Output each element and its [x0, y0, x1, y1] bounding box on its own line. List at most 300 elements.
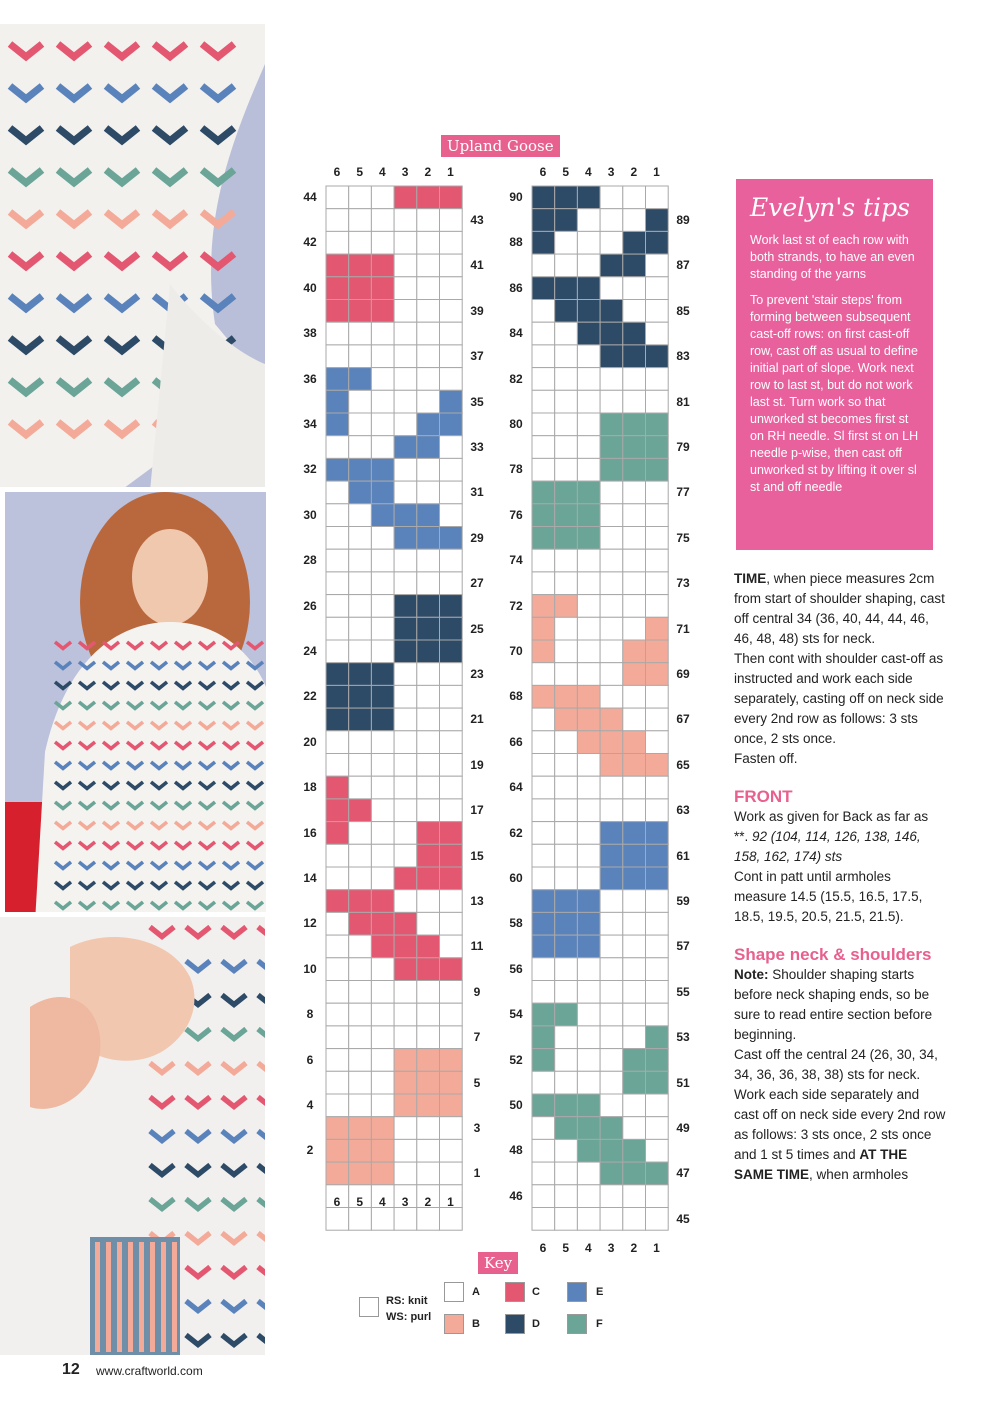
chart-cell: [646, 436, 669, 459]
chart-cell: [349, 981, 372, 1004]
website-url: www.craftworld.com: [96, 1364, 203, 1378]
chart-cell: [600, 1117, 623, 1140]
chart-cell: [326, 209, 349, 232]
chart-cell: [440, 481, 463, 504]
chart-cell: [349, 1026, 372, 1049]
chart-cell: [577, 799, 600, 822]
instruction-note-bold: Note:: [734, 967, 769, 982]
chart-cell: [577, 708, 600, 731]
chart-cell: [394, 231, 417, 254]
chart-cell: [555, 1049, 578, 1072]
chart-cell: [417, 1003, 440, 1026]
chart-col-label: 3: [607, 165, 615, 179]
chart-cell: [623, 867, 646, 890]
chart-row-label: 66: [509, 734, 523, 749]
chart-cell: [371, 368, 394, 391]
chart-cell: [532, 640, 555, 663]
chart-cell: [394, 436, 417, 459]
chart-row-label: 57: [676, 939, 690, 954]
chart-cell: [623, 1094, 646, 1117]
chart-cell: [555, 640, 578, 663]
chart-cell: [326, 322, 349, 345]
chart-cell: [394, 754, 417, 777]
chart-cell: [623, 890, 646, 913]
chart-cell: [394, 708, 417, 731]
key-letter-d: D: [532, 1318, 540, 1330]
chart-cell: [600, 481, 623, 504]
chart-col-label: 3: [401, 165, 409, 179]
chart-cell: [394, 981, 417, 1004]
chart-cell: [623, 958, 646, 981]
chart-cell: [371, 981, 394, 1004]
chart-cell: [532, 549, 555, 572]
chart-row-label: 77: [676, 485, 690, 500]
chart-cell: [623, 368, 646, 391]
chart-row-label: 50: [509, 1098, 523, 1112]
chart-row-label: 73: [676, 576, 690, 591]
chart-cell: [646, 413, 669, 436]
chart-cell: [600, 186, 623, 209]
chart-cell: [326, 617, 349, 640]
chart-cell: [440, 1071, 463, 1094]
chart-cell: [577, 345, 600, 368]
chart-cell: [394, 1162, 417, 1185]
instruction-note-rest: Shoulder shaping starts before neck shaping ends, so be sure to read entire section before beginning.: [734, 967, 933, 1042]
chart-cell: [646, 731, 669, 754]
chart-cell: [577, 322, 600, 345]
chart-cell: [440, 595, 463, 618]
chart-cell: [646, 209, 669, 232]
chart-cell: [646, 481, 669, 504]
chart-cell: [646, 527, 669, 550]
chart-cell: [394, 413, 417, 436]
chart-row-label: 47: [676, 1166, 690, 1181]
chart-col-label: 6: [333, 165, 341, 179]
chart-cell: [555, 345, 578, 368]
chart-row-label: 22: [303, 689, 317, 704]
chart-cell: [349, 685, 372, 708]
chart-cell: [623, 1139, 646, 1162]
chart-cell: [555, 595, 578, 618]
chart-row-label: 74: [509, 553, 523, 568]
chart-cell: [371, 912, 394, 935]
chart-cell: [440, 300, 463, 323]
chart-cell: [532, 731, 555, 754]
chart-cell: [532, 595, 555, 618]
chart-cell: [600, 390, 623, 413]
chart-cell: [555, 390, 578, 413]
chart-cell: [646, 663, 669, 686]
chart-cell: [600, 527, 623, 550]
key-swatch-e: [567, 1282, 587, 1302]
chart-cell: [371, 844, 394, 867]
chart-cell: [532, 504, 555, 527]
chart-cell: [623, 754, 646, 777]
chart-col-label: 5: [356, 1195, 364, 1209]
chart-cell: [371, 209, 394, 232]
chart-cell: [555, 981, 578, 1004]
key-swatch-d: [505, 1314, 525, 1334]
chart-cell: [371, 1162, 394, 1185]
chart-row-label: 23: [470, 667, 484, 681]
chart-row-label: 58: [509, 916, 523, 931]
chart-cell: [646, 640, 669, 663]
chart-cell: [577, 935, 600, 958]
chart-cell: [326, 912, 349, 935]
chart-cell: [646, 231, 669, 254]
key-letter-a: A: [472, 1286, 480, 1298]
chart-row-label: 89: [676, 213, 690, 227]
chart-cell: [555, 1026, 578, 1049]
chart-cell: [417, 640, 440, 663]
chart-row-label: 79: [676, 440, 690, 454]
chart-cell: [600, 776, 623, 799]
chart-cell: [646, 458, 669, 481]
chart-cell: [623, 300, 646, 323]
chart-cell: [577, 867, 600, 890]
chart-cell: [394, 1026, 417, 1049]
chart-cell: [577, 390, 600, 413]
chart-cell: [326, 436, 349, 459]
chart-cell: [417, 390, 440, 413]
chart-cell: [371, 754, 394, 777]
chart-cell: [326, 1094, 349, 1117]
chart-cell: [600, 617, 623, 640]
chart-cell: [623, 527, 646, 550]
chart-cell: [577, 822, 600, 845]
chart-cell: [555, 277, 578, 300]
chart-cell: [555, 1117, 578, 1140]
chart-row-label: 44: [303, 190, 317, 204]
instruction-cast-off: Cast off the central 24 (26, 30, 34, 34, 36, 36, 38, 38) sts for neck.: [734, 1047, 938, 1082]
chart-cell: [623, 1071, 646, 1094]
chart-cell: [417, 617, 440, 640]
chart-cell: [532, 958, 555, 981]
chart-cell: [326, 345, 349, 368]
chart-cell: [532, 708, 555, 731]
chart-cell: [555, 912, 578, 935]
chart-cell: [623, 799, 646, 822]
chart-cell: [532, 663, 555, 686]
chart-row-label: 88: [509, 235, 523, 250]
chart-cell: [417, 322, 440, 345]
chart-row-label: 85: [676, 303, 690, 318]
chart-col-label: 4: [379, 165, 386, 179]
chart-cell: [417, 663, 440, 686]
chart-row-label: 30: [303, 507, 317, 522]
chart-cell: [532, 754, 555, 777]
chart-cell: [417, 981, 440, 1004]
chart-cell: [326, 300, 349, 323]
chart-cell: [440, 458, 463, 481]
chart-cell: [555, 322, 578, 345]
chart-row-label: 19: [470, 757, 484, 772]
chart-cell: [349, 912, 372, 935]
chart-row-label: 43: [470, 213, 484, 227]
chart-cell: [532, 186, 555, 209]
chart-cell: [555, 413, 578, 436]
chart-row-label: 53: [676, 1030, 690, 1045]
chart-cell: [394, 186, 417, 209]
chart-cell: [646, 1094, 669, 1117]
chart-cell: [577, 663, 600, 686]
chart-cell: [532, 231, 555, 254]
chart-cell: [326, 754, 349, 777]
chart-row-label: 68: [509, 689, 523, 704]
chart-cell: [577, 527, 600, 550]
chart-cell: [440, 867, 463, 890]
chart-cell: [440, 822, 463, 845]
chart-cell: [555, 368, 578, 391]
chart-cell: [440, 1117, 463, 1140]
chart-cell: [440, 209, 463, 232]
chart-cell: [646, 186, 669, 209]
chart-cell: [600, 413, 623, 436]
chart-cell: [326, 1208, 349, 1231]
chart-row-label: 16: [303, 825, 317, 840]
chart-row-label: 52: [509, 1052, 523, 1067]
chart-row-label: 21: [470, 712, 484, 727]
chart-cell: [417, 436, 440, 459]
chart-cell: [417, 186, 440, 209]
chart-cell: [600, 1049, 623, 1072]
chart-cell: [600, 436, 623, 459]
chart-cell: [371, 617, 394, 640]
chart-cell: [532, 890, 555, 913]
chart-cell: [371, 822, 394, 845]
instruction-cont: Then cont with shoulder cast-off as instructed and work each side separately, casting off on neck side every 2nd row as follows: 3 sts once, 2 sts once.: [734, 651, 944, 746]
key-letter-c: C: [532, 1286, 540, 1298]
chart-cell: [600, 1162, 623, 1185]
chart-cell: [555, 504, 578, 527]
chart-row-label: 7: [473, 1030, 481, 1045]
chart-cell: [555, 1208, 578, 1231]
chart-cell: [394, 277, 417, 300]
chart-cell: [623, 595, 646, 618]
chart-cell: [349, 413, 372, 436]
chart-cell: [371, 731, 394, 754]
chart-cell: [371, 549, 394, 572]
chart-cell: [394, 209, 417, 232]
chart-cell: [440, 504, 463, 527]
chart-cell: [600, 300, 623, 323]
chart-cell: [349, 209, 372, 232]
chart-cell: [646, 300, 669, 323]
chart-cell: [532, 912, 555, 935]
chart-cell: [371, 413, 394, 436]
instruction-each-side-b: , when armholes: [809, 1167, 909, 1182]
chart-cell: [326, 368, 349, 391]
chart-cell: [440, 935, 463, 958]
chart-cell: [394, 1071, 417, 1094]
chart-cell: [577, 481, 600, 504]
chart-cell: [600, 822, 623, 845]
key-title: Key: [478, 1252, 518, 1274]
chart-cell: [394, 731, 417, 754]
chart-cell: [555, 1071, 578, 1094]
chart-cell: [349, 754, 372, 777]
chart-cell: [555, 685, 578, 708]
chart-cell: [600, 504, 623, 527]
chart-cell: [532, 458, 555, 481]
chart-cell: [623, 436, 646, 459]
chart-cell: [623, 1117, 646, 1140]
chart-cell: [371, 254, 394, 277]
chart-cell: [326, 1139, 349, 1162]
chart-col-label: 5: [356, 165, 364, 179]
chart-cell: [394, 867, 417, 890]
chart-cell: [349, 458, 372, 481]
chart-cell: [623, 663, 646, 686]
chart-cell: [326, 731, 349, 754]
chart-cell: [555, 527, 578, 550]
instruction-time: [734, 569, 946, 649]
chart-cell: [394, 1117, 417, 1140]
chart-cell: [326, 413, 349, 436]
chart-cell: [417, 1117, 440, 1140]
chart-cell: [440, 1208, 463, 1231]
chart-row-label: 42: [303, 235, 317, 250]
chart-cell: [440, 436, 463, 459]
chart-cell: [646, 935, 669, 958]
chart-cell: [555, 1185, 578, 1208]
instruction-front-sts: 92 (104, 114, 126, 138, 146, 158, 162, 174) sts: [734, 829, 921, 864]
chart-cell: [555, 867, 578, 890]
chart-cell: [326, 685, 349, 708]
chart-cell: [440, 1094, 463, 1117]
chart-col-label: 4: [379, 1195, 386, 1209]
chart-cell: [555, 549, 578, 572]
chart-row-label: 9: [473, 984, 481, 999]
chart-cell: [646, 1162, 669, 1185]
chart-cell: [371, 1003, 394, 1026]
chart-row-label: 59: [676, 894, 690, 908]
chart-cell: [623, 277, 646, 300]
chart-cell: [417, 1139, 440, 1162]
chart-row-label: 32: [303, 462, 317, 477]
chart-cell: [646, 776, 669, 799]
chart-cell: [349, 549, 372, 572]
chart-cell: [577, 1003, 600, 1026]
chart-cell: [623, 822, 646, 845]
chart-cell: [326, 981, 349, 1004]
chart-cell: [417, 1162, 440, 1185]
chart-cell: [394, 1049, 417, 1072]
chart-cell: [326, 254, 349, 277]
chart-row-label: 12: [303, 916, 317, 931]
chart-cell: [623, 413, 646, 436]
chart-cell: [577, 209, 600, 232]
chart-row-label: 65: [676, 757, 690, 772]
chart-cell: [371, 390, 394, 413]
chart-cell: [600, 799, 623, 822]
chart-cell: [349, 867, 372, 890]
chart-cell: [577, 277, 600, 300]
chart-cell: [600, 1071, 623, 1094]
chart-row-label: 8: [306, 1007, 314, 1022]
chart-cell: [600, 345, 623, 368]
chart-col-label: 1: [653, 1241, 660, 1255]
chart-cell: [371, 186, 394, 209]
chart-cell: [646, 890, 669, 913]
chart-cell: [326, 231, 349, 254]
chart-cell: [623, 481, 646, 504]
chart-cell: [371, 595, 394, 618]
chart-cell: [532, 685, 555, 708]
instruction-time-bold: TIME: [734, 571, 767, 586]
chart-cell: [600, 209, 623, 232]
chart-cell: [600, 912, 623, 935]
chart-cell: [600, 731, 623, 754]
chart-cell: [532, 368, 555, 391]
chart-cell: [577, 572, 600, 595]
chart-cell: [646, 1139, 669, 1162]
chart-row-label: 83: [676, 349, 690, 364]
chart-cell: [623, 912, 646, 935]
chart-cell: [646, 685, 669, 708]
chart-cell: [623, 345, 646, 368]
chart-col-label: 4: [585, 165, 592, 179]
chart-cell: [371, 231, 394, 254]
chart-cell: [577, 436, 600, 459]
chart-cell: [623, 572, 646, 595]
chart-row-label: 26: [303, 598, 317, 613]
chart-cell: [349, 186, 372, 209]
chart-cell: [600, 1026, 623, 1049]
chart-col-label: 5: [562, 1241, 570, 1255]
chart-cell: [646, 1185, 669, 1208]
chart-row-label: 2: [306, 1143, 314, 1158]
chart-cell: [577, 231, 600, 254]
chart-cell: [326, 663, 349, 686]
tips-title: Evelyn's tips: [750, 193, 910, 222]
chart-cell: [577, 504, 600, 527]
chart-cell: [646, 504, 669, 527]
chart-cell: [440, 1026, 463, 1049]
chart-cell: [600, 685, 623, 708]
chart-cell: [371, 685, 394, 708]
chart-cell: [577, 776, 600, 799]
chart-cell: [577, 254, 600, 277]
chart-cell: [646, 277, 669, 300]
chart-cell: [532, 981, 555, 1004]
key-rs-label: RS: knit: [386, 1295, 428, 1307]
chart-cell: [623, 1026, 646, 1049]
chart-cell: [555, 1139, 578, 1162]
chart-cell: [417, 912, 440, 935]
chart-cell: [394, 640, 417, 663]
chart-cell: [417, 413, 440, 436]
chart-cell: [394, 254, 417, 277]
chart-cell: [623, 504, 646, 527]
chart-row-label: 78: [509, 462, 523, 477]
chart-cell: [577, 1139, 600, 1162]
chart-cell: [600, 958, 623, 981]
chart-cell: [417, 345, 440, 368]
left-chart-grid: [326, 186, 462, 1230]
chart-row-label: 15: [470, 848, 484, 863]
chart-cell: [577, 912, 600, 935]
chart-cell: [646, 1026, 669, 1049]
chart-cell: [646, 708, 669, 731]
chart-cell: [577, 685, 600, 708]
chart-row-label: 56: [509, 961, 523, 976]
chart-cell: [440, 708, 463, 731]
chart-cell: [577, 640, 600, 663]
chart-cell: [371, 504, 394, 527]
chart-cell: [417, 754, 440, 777]
instruction-front-text: Work as given for Back as far as **.: [734, 809, 929, 844]
